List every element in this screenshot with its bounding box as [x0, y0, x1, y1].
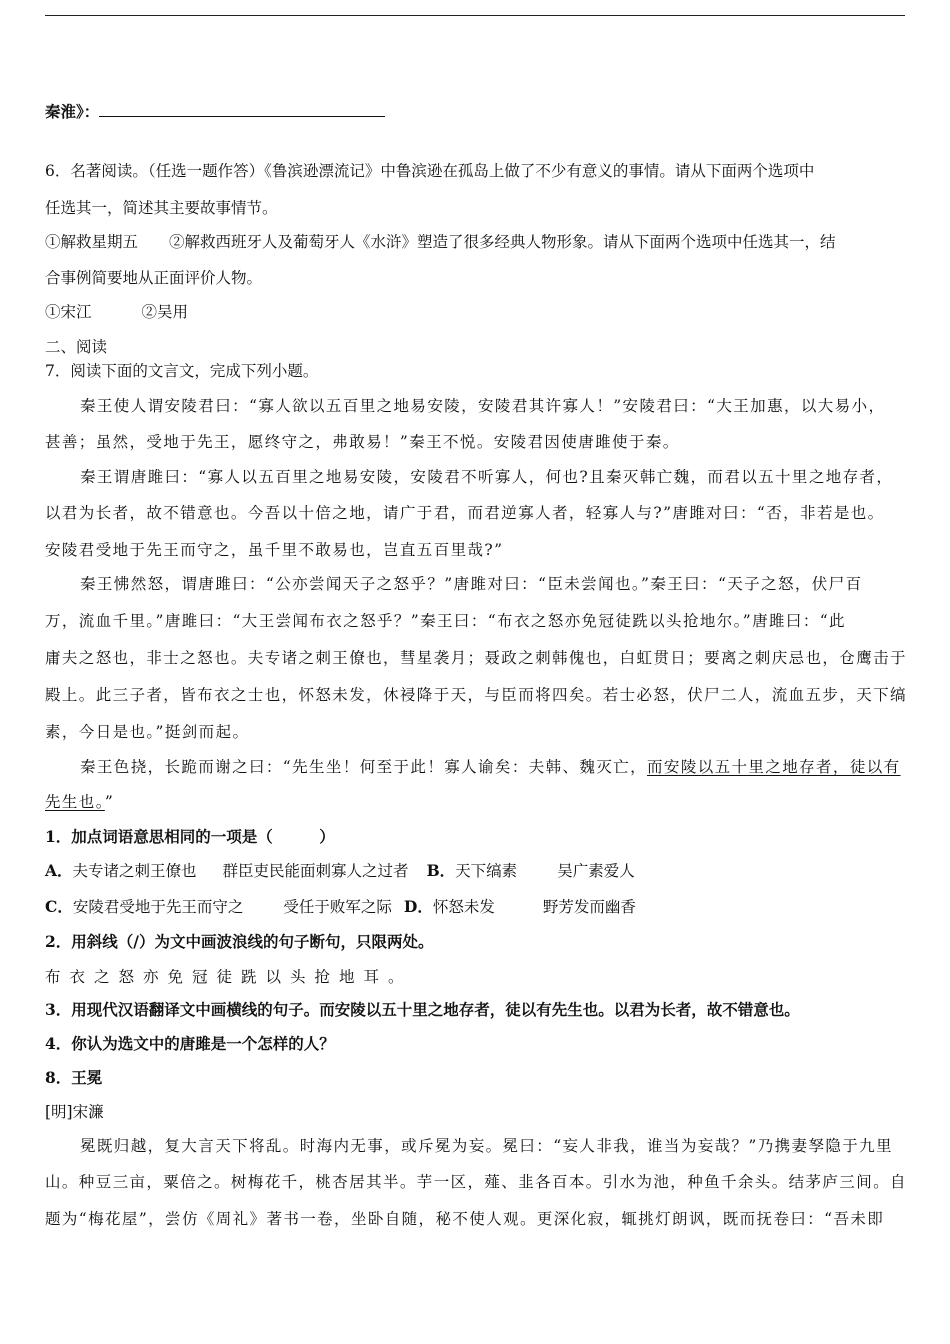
passage-p1-line-2: 甚善；虽然，受地于先王，愿终守之，弗敢易！”秦王不悦。安陵君因使唐雎使于秦。	[45, 433, 680, 451]
option-a-2: 群臣吏民能面刺寡人之过者	[222, 862, 409, 880]
q6-line-2: 任选其一，简述其主要故事情节。	[45, 199, 278, 217]
passage-p4-close-quote: ”	[104, 793, 115, 811]
q6-line-3: ①解救星期五 ②解救西班牙人及葡萄牙人《水浒》塑造了很多经典人物形象。请从下面两个选项中任选其一，结	[45, 233, 836, 251]
passage-p4-underlined-end: 先生也。	[45, 793, 105, 811]
passage-p3-line-3: 庸夫之怒也，非士之怒也。夫专诸之刺王僚也，彗星袭月；聂政之刺韩傀也，白虹贯日；要离之刺庆忌也，仓鹰击于	[45, 649, 907, 667]
option-a-1: 夫专诸之刺王僚也	[72, 862, 197, 880]
q6-line-4: 合事例简要地从正面评价人物。	[45, 269, 263, 287]
q7-sub3-stem: 3．用现代汉语翻译文中画横线的句子。而安陵以五十里之地存者，徒以有先生也。以君为长者，故不错意也。	[45, 1000, 800, 1019]
q8-title: 8．王冕	[45, 1068, 103, 1087]
passage-p4-line-2	[45, 791, 114, 813]
option-a-label: A．	[45, 861, 73, 880]
q7-sub2-stem: 2．用斜线（/）为文中画波浪线的句子断句，只限两处。	[45, 932, 434, 951]
q7-sub1-options-cd	[45, 896, 636, 918]
passage-p2-line-3: 安陵君受地于先王而守之，虽千里不敢易也，岂直五百里哉?”	[45, 541, 504, 559]
option-c-1: 安陵君受地于先王而守之	[72, 898, 244, 916]
q8-author: [明]宋濂	[45, 1103, 104, 1121]
q5-tail-label: 秦淮》：	[45, 102, 100, 121]
option-c-label: C．	[45, 897, 73, 916]
passage-p4-plain: 秦王色挠，长跪而谢之曰：“先生坐！何至于此！寡人谕矣：夫韩、魏灭亡，	[80, 758, 648, 776]
passage-p3-line-5: 素，今日是也。”挺剑而起。	[45, 723, 250, 741]
option-b-1: 天下缟素	[455, 862, 518, 880]
header-rule	[45, 15, 905, 16]
q6-line-1: 6．名著阅读。（任选一题作答）《鲁滨逊漂流记》中鲁滨逊在孤岛上做了不少有意义的事情。请从下面两个选项中	[45, 162, 815, 180]
q6-option-2: ②吴用	[141, 303, 189, 321]
q8-p1-line-3: 题为“梅花屋”，尝仿《周礼》著书一卷，坐卧自随，秘不使人观。更深化寂，辄挑灯朗讽，既而抚卷曰：“吾未即	[45, 1210, 885, 1228]
passage-p3-line-1: 秦王怫然怒，谓唐雎曰：“公亦尝闻天子之怒乎？”唐雎对曰：“臣未尝闻也。”秦王曰：“天子之怒，伏尸百	[80, 575, 863, 593]
section-heading: 二、阅读	[45, 338, 108, 356]
passage-p4-line-1	[80, 756, 901, 778]
option-c-2: 受任于败军之际	[283, 898, 392, 916]
option-d-2: 野芳发而幽香	[542, 898, 636, 916]
passage-p4-underlined: 而安陵以五十里之地存者，徒以有	[647, 758, 901, 776]
q7-sub2-sentence: 布衣之怒亦免冠徒跣以头抢地耳。	[45, 968, 413, 986]
passage-p2-line-2: 以君为长者，故不错意也。今吾以十倍之地，请广于君，而君逆寡人者，轻寡人与?”唐雎对曰：“否，非若是也。	[45, 504, 885, 522]
passage-p3-line-4: 殿上。此三子者，皆布衣之士也，怀怒未发，休祲降于天，与臣而将四矣。若士必怒，伏尸二人，流血五步，天下缟	[45, 686, 907, 704]
option-b-label: B．	[426, 861, 456, 880]
q5-tail	[45, 101, 385, 123]
option-d-label: D．	[403, 897, 433, 916]
passage-p2-line-1: 秦王谓唐雎曰：“寡人以五百里之地易安陵，安陵君不听寡人，何也?且秦灭韩亡魏，而君以五十里之地存者，	[80, 468, 894, 486]
q7-sub1-stem	[45, 826, 335, 848]
q8-p1-line-1: 冕既归越，复大言天下将乱。时海内无事，或斥冕为妄。冕曰：“妄人非我，谁当为妄哉？”乃携妻孥隐于九里	[80, 1137, 893, 1155]
answer-blank	[99, 102, 385, 117]
q6-options	[45, 301, 188, 323]
q7-intro: 7．阅读下面的文言文，完成下列小题。	[45, 362, 319, 380]
q7-sub1-options-ab	[45, 860, 635, 882]
passage-p3-line-2: 万，流血千里。”唐雎曰：“大王尝闻布衣之怒乎？”秦王曰：“布衣之怒亦免冠徒跣以头抢地尔。”唐雎曰：“此	[45, 612, 846, 630]
q6-option-1: ①宋江	[45, 303, 92, 321]
q7-sub4-stem: 4．你认为选文中的唐雎是一个怎样的人？	[45, 1034, 335, 1053]
option-b-2: 吴广素爱人	[557, 862, 635, 880]
option-d-1: 怀怒未发	[432, 898, 495, 916]
q7-sub1-text: 1．加点词语意思相同的一项是（ ）	[45, 827, 335, 846]
passage-p1-line-1: 秦王使人谓安陵君曰：“寡人欲以五百里之地易安陵，安陵君其许寡人！”安陵君曰：“大王加惠，以大易小，	[80, 397, 886, 415]
q8-p1-line-2: 山。种豆三亩，粟倍之。树梅花千，桃杏居其半。芋一区，薤、韭各百本。引水为池，种鱼千余头。结茅庐三间。自	[45, 1173, 907, 1191]
